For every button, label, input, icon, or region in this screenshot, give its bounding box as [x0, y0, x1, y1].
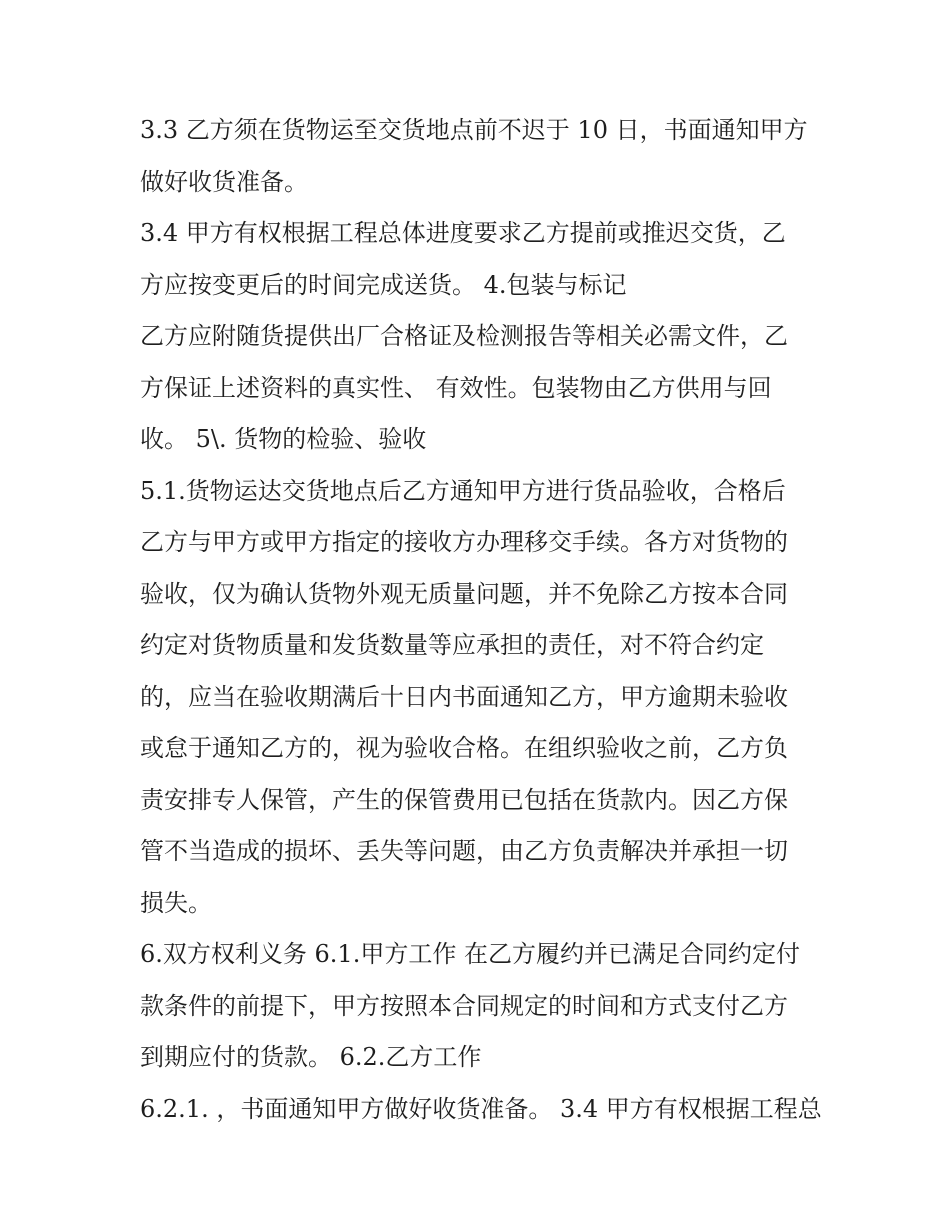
text-line: 损失。 [140, 888, 212, 917]
text-line: 验收，仅为确认货物外观无质量问题，并不免除乙方按本合同 [140, 579, 788, 608]
text-line: 5.1.货物运达交货地点后乙方通知甲方进行货品验收，合格后 [140, 476, 786, 505]
text-line: 3.3 乙方须在货物运至交货地点前不迟于 10 日，书面通知甲方 [140, 116, 808, 144]
text-line: 到期应付的货款。 6.2.乙方工作 [140, 1043, 482, 1071]
text-line: 责安排专人保管，产生的保管费用已包括在货款内。因乙方保 [140, 785, 788, 814]
text-line: 款条件的前提下，甲方按照本合同规定的时间和方式支付乙方 [140, 991, 788, 1020]
text-line: 方保证上述资料的真实性、 有效性。包装物由乙方供用与回 [140, 373, 772, 402]
text-line: 的，应当在验收期满后十日内书面通知乙方，甲方逾期未验收 [140, 682, 788, 711]
text-line: 收。 5\. 货物的检验、验收 [140, 425, 427, 453]
text-line: 6.双方权利义务 6.1.甲方工作 在乙方履约并已满足合同约定付 [140, 940, 800, 968]
text-line: 约定对货物质量和发货数量等应承担的责任，对不符合约定 [140, 631, 764, 659]
text-line: 3.4 甲方有权根据工程总体进度要求乙方提前或推迟交货，乙 [140, 219, 786, 247]
text-line: 方应按变更后的时间完成送货。 4.包装与标记 [140, 270, 627, 299]
text-line: 做好收货准备。 [140, 167, 308, 196]
text-line: 乙方与甲方或甲方指定的接收方办理移交手续。各方对货物的 [140, 528, 788, 556]
text-line: 或怠于通知乙方的，视为验收合格。在组织验收之前，乙方负 [140, 734, 788, 762]
text-line: 6.2.1. ，书面通知甲方做好收货准备。 3.4 甲方有权根据工程总 [140, 1094, 822, 1123]
text-line: 乙方应附随货提供出厂合格证及检测报告等相关必需文件，乙 [140, 322, 788, 350]
text-line: 管不当造成的损坏、丢失等问题，由乙方负责解决并承担一切 [140, 837, 788, 865]
contract-text [140, 105, 820, 1135]
